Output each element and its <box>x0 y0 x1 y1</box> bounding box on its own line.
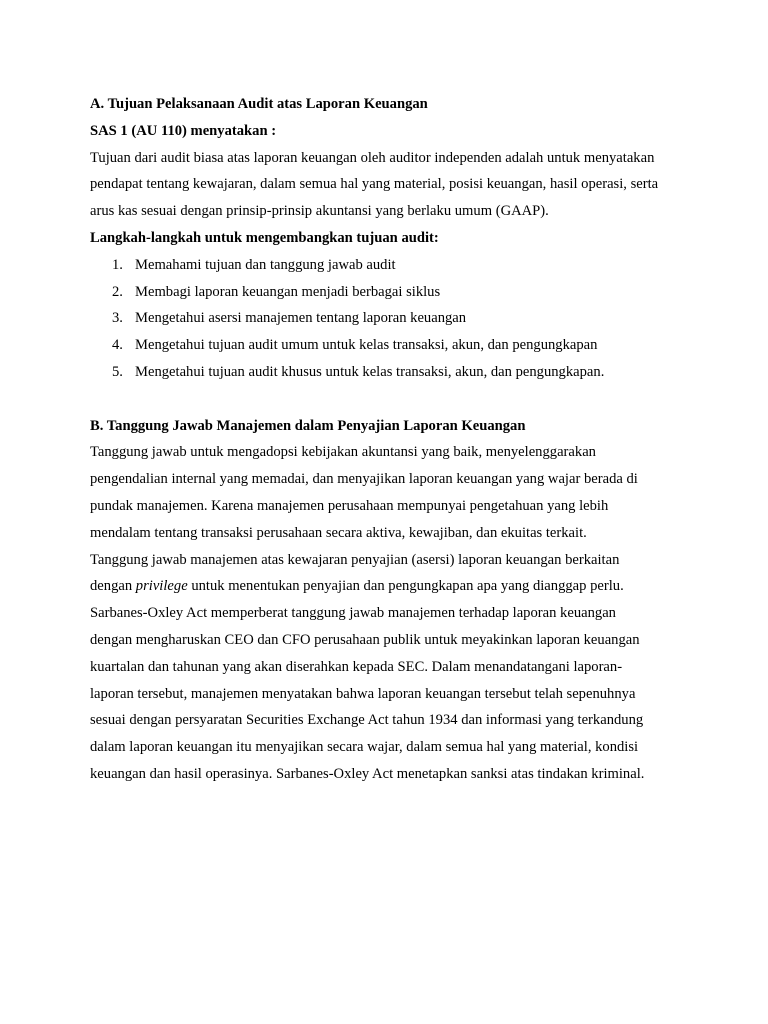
list-item-number: 5. <box>112 363 123 380</box>
list-item-text: Memahami tujuan dan tanggung jawab audit <box>135 256 396 273</box>
list-item-number: 3. <box>112 310 123 327</box>
steps-heading: Langkah-langkah untuk mengembangkan tujuan audit: <box>90 229 439 246</box>
list-item <box>90 332 690 359</box>
paragraph-line: Tanggung jawab manajemen atas kewajaran penyajian (asersi) laporan keuangan berkaitan <box>90 551 620 568</box>
list-item <box>90 359 690 386</box>
paragraph-line: dengan mengharuskan CEO dan CFO perusahaan publik untuk meyakinkan laporan keuangan <box>90 631 640 648</box>
paragraph-line: pendapat tentang kewajaran, dalam semua hal yang material, posisi keuangan, hasil operasi, serta <box>90 176 659 193</box>
paragraph-line: mendalam tentang transaksi perusahaan secara aktiva, kewajiban, dan ekuitas terkait. <box>90 524 587 541</box>
list-item <box>90 252 690 279</box>
paragraph-line: sesuai dengan persyaratan Securities Exchange Act tahun 1934 dan informasi yang terkandung <box>90 712 644 729</box>
section-spacer <box>90 386 690 413</box>
list-item-text: Mengetahui tujuan audit khusus untuk kelas transaksi, akun, dan pengungkapan. <box>135 363 605 380</box>
paragraph-line: pengendalian internal yang memadai, dan menyajikan laporan keuangan yang wajar berada di <box>90 471 638 488</box>
list-item-text: Mengetahui tujuan audit umum untuk kelas transaksi, akun, dan pengungkapan <box>135 337 598 354</box>
section-a-title: A. Tujuan Pelaksanaan Audit atas Laporan Keuangan <box>90 96 428 112</box>
privilege-term: privilege <box>135 578 188 595</box>
list-item-number: 2. <box>112 283 123 300</box>
steps-list <box>90 252 690 386</box>
paragraph-line: Tujuan dari audit biasa atas laporan keuangan oleh auditor independen adalah untuk menyatakan <box>90 149 655 166</box>
privilege-line-after: untuk menentukan penyajian dan pengungkapan apa yang dianggap perlu. <box>187 578 624 595</box>
paragraph-line: keuangan dan hasil operasinya. Sarbanes-Oxley Act menetapkan sanksi atas tindakan kriminal. <box>90 765 645 782</box>
privilege-line-before: dengan <box>90 578 136 595</box>
paragraph-line: Tanggung jawab untuk mengadopsi kebijakan akuntansi yang baik, menyelenggarakan <box>90 444 596 461</box>
paragraph-line: laporan tersebut, manajemen menyatakan bahwa laporan keuangan tersebut telah sepenuhnya <box>90 685 636 702</box>
list-item-text: Mengetahui asersi manajemen tentang laporan keuangan <box>135 310 467 327</box>
list-item <box>90 305 690 332</box>
sas-heading: SAS 1 (AU 110) menyatakan : <box>90 122 277 139</box>
paragraph-line: dalam laporan keuangan itu menyajikan secara wajar, dalam semua hal yang material, kondisi <box>90 739 639 756</box>
paragraph-line: arus kas sesuai dengan prinsip-prinsip akuntansi yang berlaku umum (GAAP). <box>90 203 549 220</box>
list-item-number: 4. <box>112 337 123 354</box>
list-item-number: 1. <box>112 256 123 273</box>
paragraph-line: pundak manajemen. Karena manajemen perusahaan mempunyai pengetahuan yang lebih <box>90 497 609 514</box>
paragraph-line: kuartalan dan tahunan yang akan diserahkan kepada SEC. Dalam menandatangani laporan- <box>90 658 623 675</box>
privilege-line <box>90 573 690 600</box>
section-b-title: B. Tanggung Jawab Manajemen dalam Penyajian Laporan Keuangan <box>90 417 526 434</box>
list-item-text: Membagi laporan keuangan menjadi berbagai siklus <box>135 283 441 300</box>
document-page <box>90 91 690 788</box>
paragraph-line: Sarbanes-Oxley Act memperberat tanggung jawab manajemen terhadap laporan keuangan <box>90 605 616 622</box>
list-item <box>90 279 690 306</box>
